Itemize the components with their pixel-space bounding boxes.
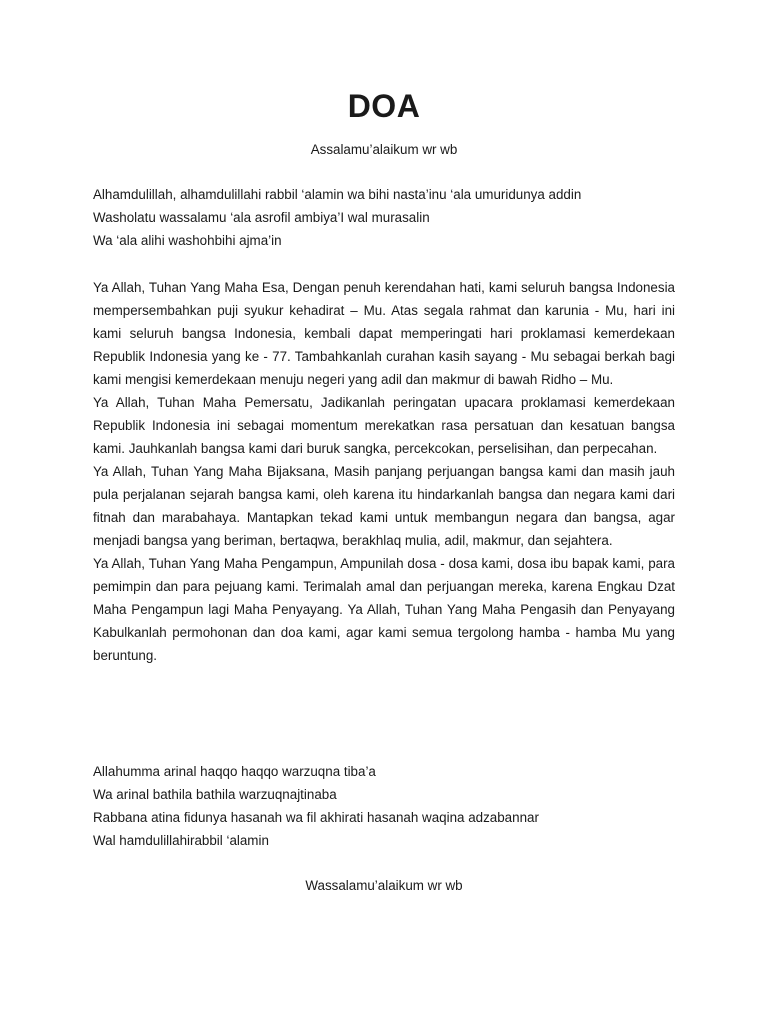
prayer-line: Allahumma arinal haqqo haqqo warzuqna tiba’a bbox=[93, 764, 376, 779]
prayer-paragraph: Ya Allah, Tuhan Yang Maha Pengampun, Ampunilah dosa - dosa kami, dosa ibu bapak kami, para pemimpin dan para pejuang kami. Terimalah amal dan perjuangan mereka, karena Engkau Dzat Maha Pengampun lagi Maha Penyayang. Ya Allah, Tuhan Yang Maha Pengasih dan Penyayang Kabulkanlah permohonan dan doa kami, agar kami semua tergolong hamba - hamba Mu yang beruntung. bbox=[93, 556, 675, 663]
opening-invocation bbox=[93, 183, 675, 252]
closing-prayer bbox=[93, 760, 675, 852]
prayer-body bbox=[93, 276, 675, 667]
prayer-paragraph: Ya Allah, Tuhan Yang Maha Esa, Dengan penuh kerendahan hati, kami seluruh bangsa Indonesia mempersembahkan puji syukur kehadirat – Mu. Atas segala rahmat dan karunia - Mu, hari ini kami seluruh bangsa Indonesia, kembali dapat memperingati hari proklamasi kemerdekaan Republik Indonesia yang ke - 77. Tambahkanlah curahan kasih sayang - Mu sebagai berkah bagi kami mengisi kemerdekaan menuju negeri yang adil dan makmur di bawah Ridho – Mu. bbox=[93, 280, 675, 387]
prayer-line: Wa arinal bathila bathila warzuqnajtinaba bbox=[93, 787, 337, 802]
opening-line: Washolatu wassalamu ‘ala asrofil ambiya’I wal murasalin bbox=[93, 210, 430, 225]
prayer-paragraph: Ya Allah, Tuhan Yang Maha Bijaksana, Masih panjang perjuangan bangsa kami dan masih jauh pula perjalanan sejarah bangsa kami, oleh karena itu hindarkanlah bangsa dan negara kami dari fitnah dan marabahaya. Mantapkan tekad kami untuk membangun negara dan bangsa, agar menjadi bangsa yang beriman, bertaqwa, berakhlaq mulia, adil, makmur, dan sejahtera. bbox=[93, 464, 675, 548]
opening-greeting: Assalamu’alaikum wr wb bbox=[310, 142, 458, 157]
prayer-line: Rabbana atina fidunya hasanah wa fil akhirati hasanah waqina adzabannar bbox=[93, 810, 539, 825]
opening-line: Wa ‘ala alihi washohbihi ajma’in bbox=[93, 233, 282, 248]
prayer-paragraph: Ya Allah, Tuhan Maha Pemersatu, Jadikanlah peringatan upacara proklamasi kemerdekaan Republik Indonesia ini sebagai momentum merekatkan rasa persatuan dan kesatuan bangsa kami. Jauhkanlah bangsa kami dari buruk sangka, percekcokan, perselisihan, dan perpecahan. bbox=[93, 395, 675, 456]
opening-line: Alhamdulillah, alhamdulillahi rabbil ‘alamin wa bihi nasta’inu ‘ala umuridunya addin bbox=[93, 187, 582, 202]
closing-greeting: Wassalamu’alaikum wr wb bbox=[305, 878, 463, 893]
document-title: DOA bbox=[347, 88, 421, 124]
prayer-line: Wal hamdulillahirabbil ‘alamin bbox=[93, 833, 269, 848]
